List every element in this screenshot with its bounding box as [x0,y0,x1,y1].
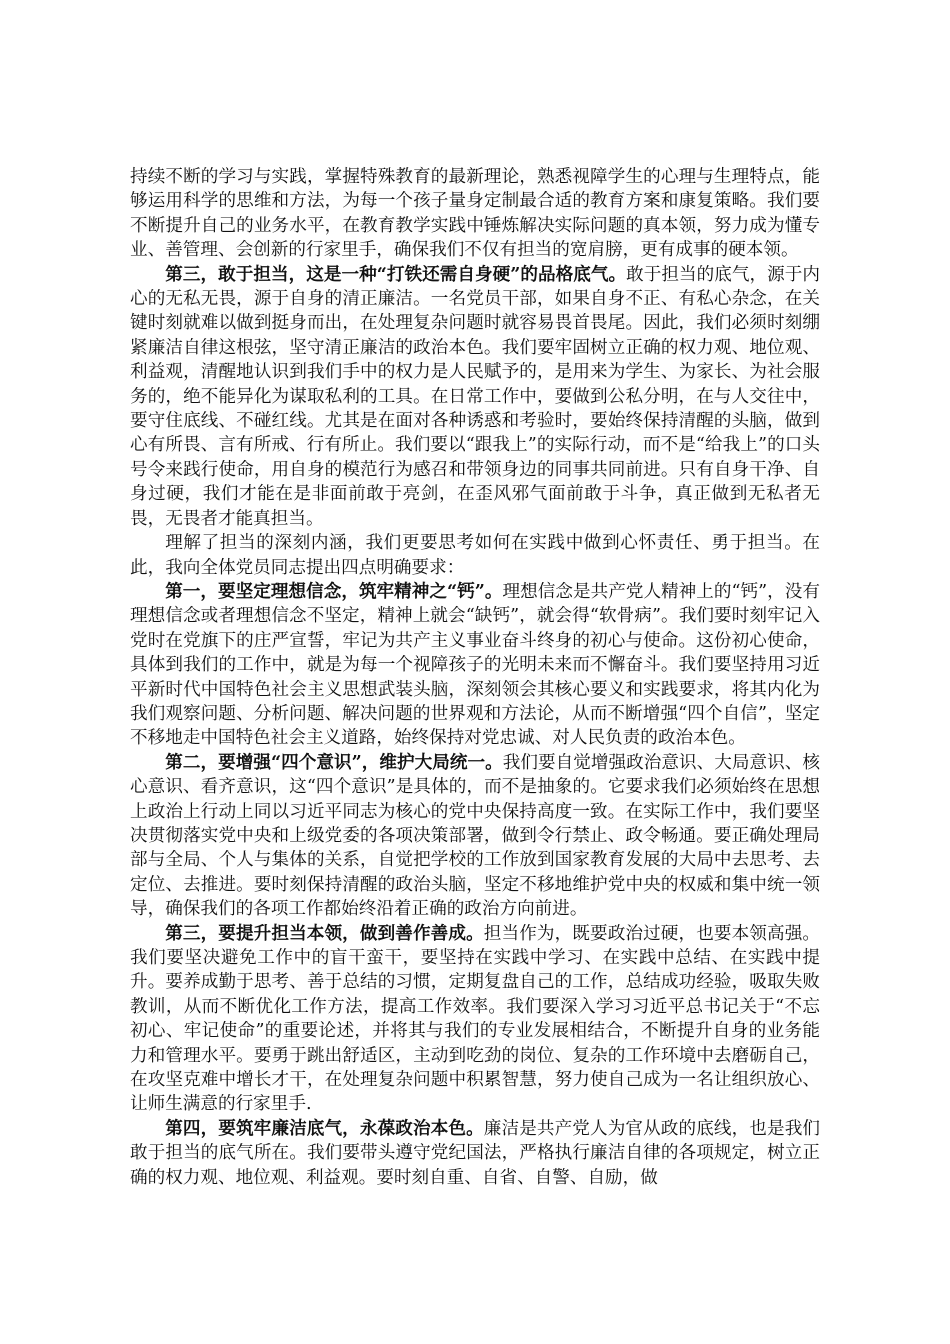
paragraph-1-text: 持续不断的学习与实践，掌握特殊教育的最新理论，熟悉视障学生的心理与生理特点，能够运用科学的思维和方法，为每一个孩子量身定制最合适的教育方案和康复策略。我们要不断提升自己的业务水平，在教育教学实践中锤炼解决实际问题的真本领，努力成为懂专业、善管理、会创新的行家里手，确保我们不仅有担当的宽肩膀，更有成事的硬本领。 [130,167,820,261]
paragraph-5-text: 我们要自觉增强政治意识、大局意识、核心意识、看齐意识，这“四个意识”是具体的，而不是抽象的。它要求我们必须始终在思想上政治上行动上同以习近平同志为核心的党中央保持高度一致。在实际工作中，我们要坚决贯彻落实党中央和上级党委的各项决策部署，做到令行禁止、政令畅通。要正确处理局部与全局、个人与集体的关系，自觉把学校的工作放到国家教育发展的大局中去思考、去定位、去推进。要时刻保持清醒的政治头脑，坚定不移地维护党中央的权威和集中统一领导，确保我们的各项工作都始终沿着正确的政治方向前进。 [130,752,820,920]
paragraph-2 [130,263,820,531]
paragraph-5-lead: 第二，要增强“四个意识”，维护大局统一。 [165,751,503,773]
paragraph-1 [130,165,820,263]
paragraph-3-text: 理解了担当的深刻内涵，我们更要思考如何在实践中做到心怀责任、勇于担当。在此，我向全体党员同志提出四点明确要求： [130,533,820,578]
paragraph-5 [130,751,820,922]
paragraph-6 [130,922,820,1117]
paragraph-6-text: 担当作为，既要政治过硬，也要本领高强。我们要坚决避免工作中的盲干蛮干，要坚持在实践中学习、在实践中总结、在实践中提升。要养成勤于思考、善于总结的习惯，定期复盘自己的工作，总结成功经验，吸取失败教训，从而不断优化工作方法，提高工作效率。我们要深入学习习近平总书记关于“不忘初心、牢记使命”的重要论述，并将其与我们的专业发展相结合，不断提升自身的业务能力和管理水平。要勇于跳出舒适区，主动到吃劲的岗位、复杂的工作环境中去磨砺自己，在攻坚克难中增长才干，在处理复杂问题中积累智慧，努力使自己成为一名让组织放心、让师生满意的行家里手. [130,923,820,1115]
paragraph-4-lead: 第一，要坚定理想信念，筑牢精神之“钙”。 [165,580,503,602]
paragraph-4 [130,580,820,751]
paragraph-4-text: 理想信念是共产党人精神上的“钙”，没有理想信念或者理想信念不坚定，精神上就会“缺钙”，就会得“软骨病”。我们要时刻牢记入党时在党旗下的庄严宣誓，牢记为共产主义事业奋斗终身的初心与使命。这份初心使命，具体到我们的工作中，就是为每一个视障孩子的光明未来而不懈奋斗。我们要坚持用习近平新时代中国特色社会主义思想武装头脑，深刻领会其核心要义和实践要求，将其内化为我们观察问题、分析问题、解决问题的世界观和方法论，从而不断增强“四个自信”，坚定不移地走中国特色社会主义道路，始终保持对党忠诚、对人民负责的政治本色。 [130,581,820,749]
paragraph-2-text: 敢于担当的底气，源于内心的无私无畏，源于自身的清正廉洁。一名党员干部，如果自身不正、有私心杂念，在关键时刻就难以做到挺身而出，在处理复杂问题时就容易畏首畏尾。因此，我们必须时刻绷紧廉洁自律这根弦，坚守清正廉洁的政治本色。我们要牢固树立正确的权力观、地位观、利益观，清醒地认识到我们手中的权力是人民赋予的，是用来为学生、为家长、为社会服务的，绝不能异化为谋取私利的工具。在日常工作中，要做到公私分明，在与人交往中，要守住底线、不碰红线。尤其是在面对各种诱惑和考验时，要始终保持清醒的头脑，做到心有所畏、言有所戒、行有所止。我们要以“跟我上”的实际行动，而不是“给我上”的口头号令来践行使命，用自身的模范行为感召和带领身边的同事共同前进。只有自身干净、自身过硬，我们才能在是非面前敢于亮剑，在歪风邪气面前敢于斗争，真正做到无私者无畏，无畏者才能真担当。 [130,264,820,529]
paragraph-7 [130,1117,820,1190]
paragraph-7-text: 廉洁是共产党人为官从政的底线，也是我们敢于担当的底气所在。我们要带头遵守党纪国法，严格执行廉洁自律的各项规定，树立正确的权力观、地位观、利益观。要时刻自重、自省、自警、自励，做 [130,1118,820,1188]
paragraph-2-lead: 第三，敢于担当，这是一种“打铁还需自身硬”的品格底气。 [165,263,627,285]
paragraph-7-lead: 第四，要筑牢廉洁底气，永葆政治本色。 [165,1117,484,1139]
document-body [130,165,820,1190]
paragraph-6-lead: 第三，要提升担当本领，做到善作善成。 [165,922,484,944]
paragraph-3 [130,531,820,580]
